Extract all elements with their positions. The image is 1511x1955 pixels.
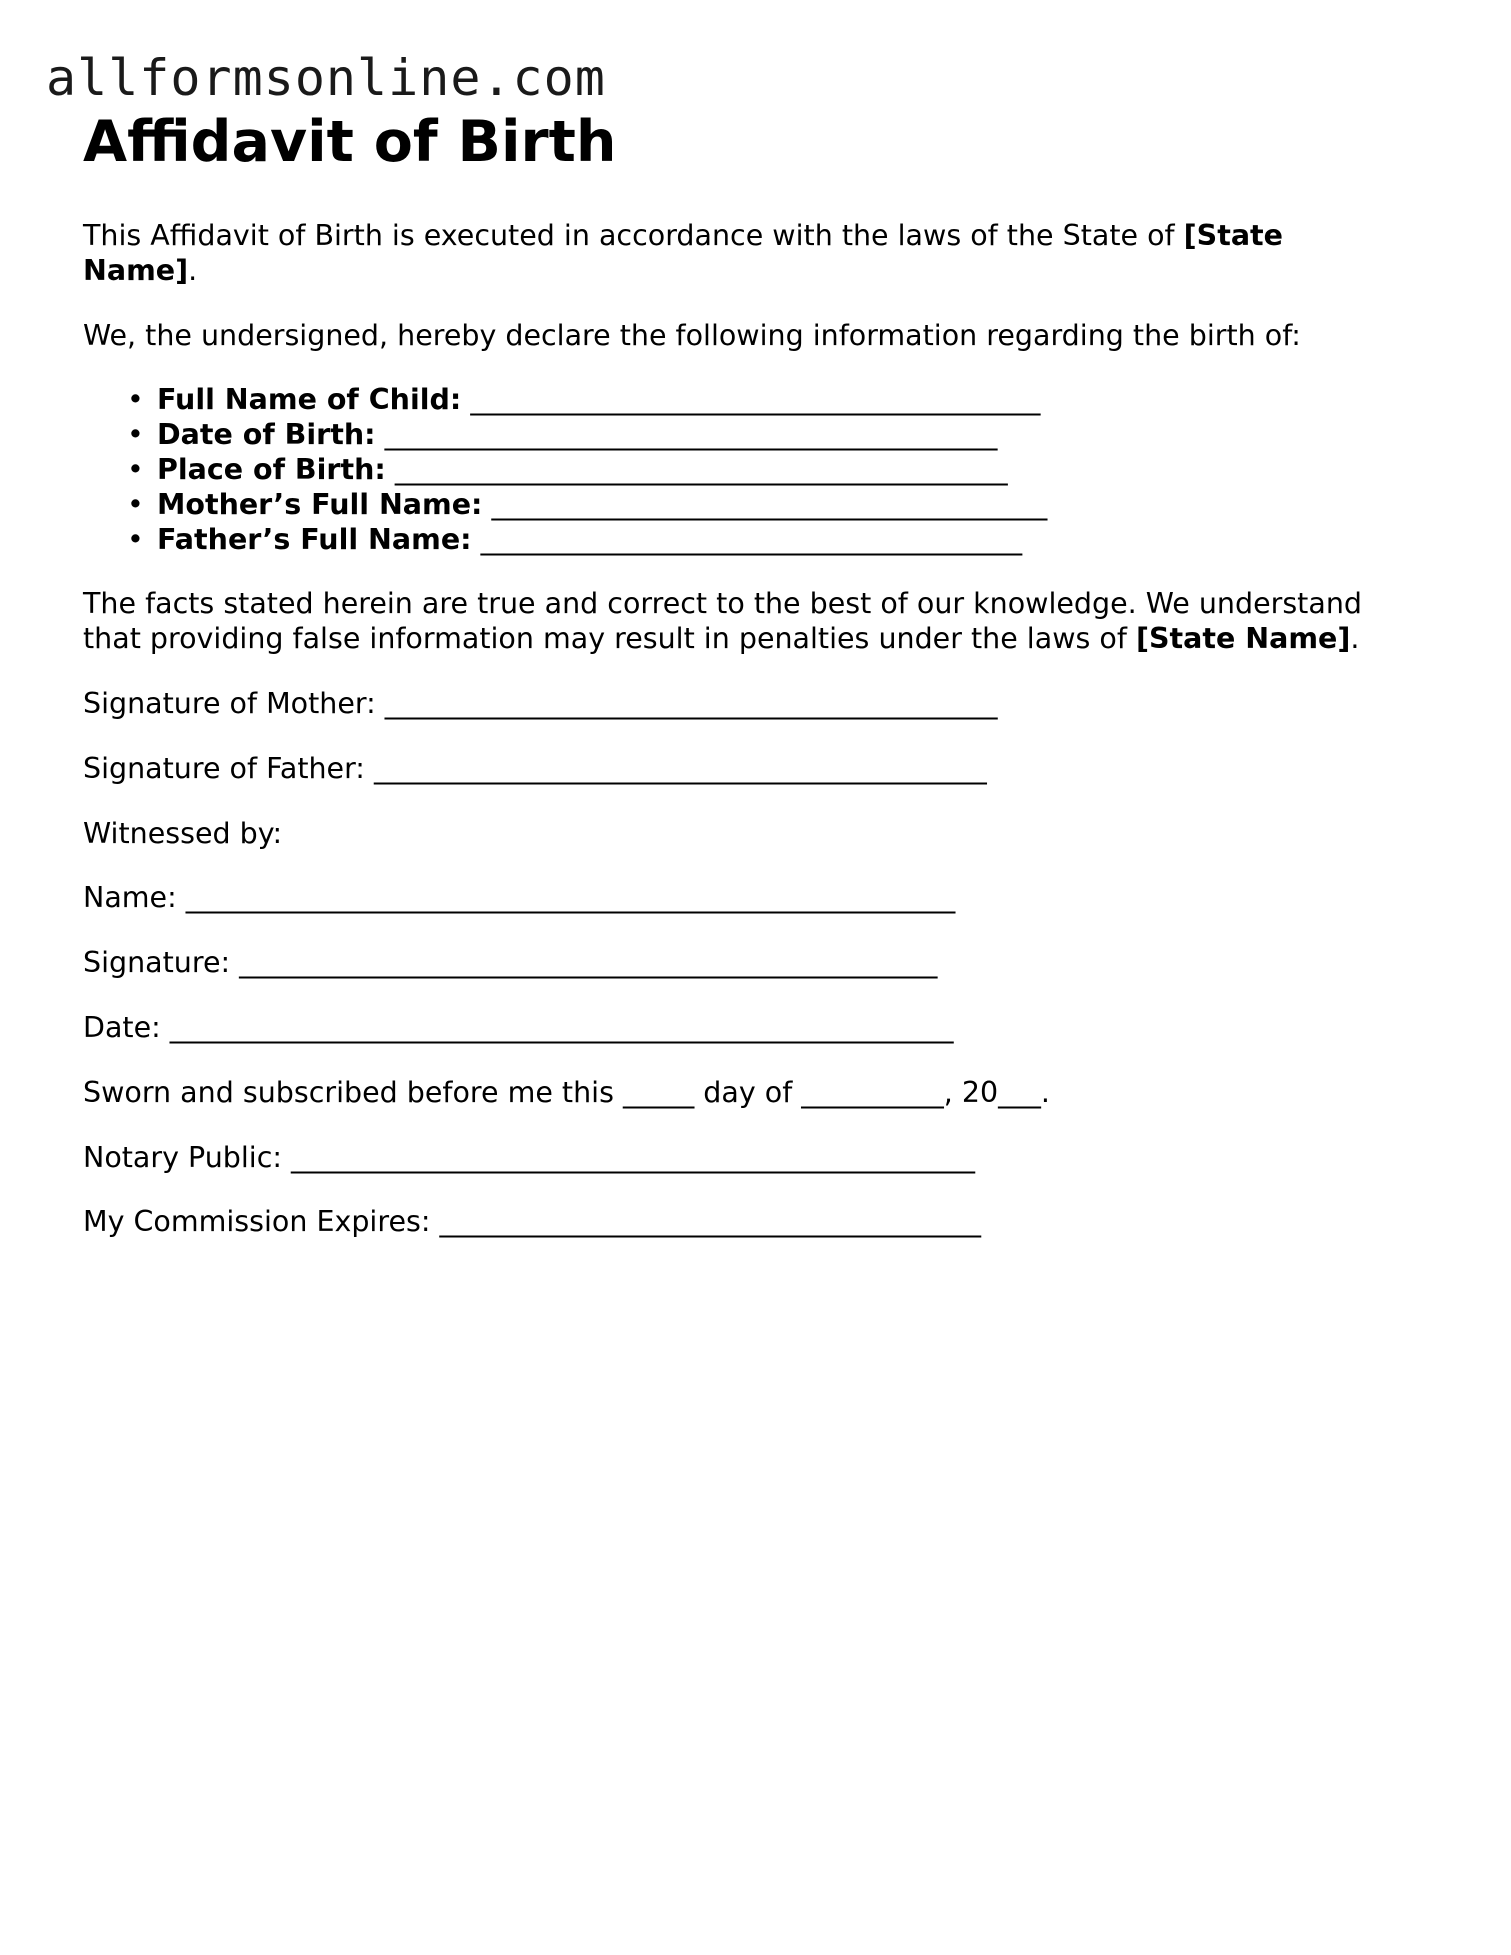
bullet-icon: • bbox=[127, 523, 144, 556]
notary-public-line[interactable]: Notary Public: ________________________________________________ bbox=[83, 1141, 976, 1174]
watermark: allformsonline.com bbox=[46, 49, 606, 107]
field-label-father-name: Father’s Full Name: bbox=[157, 523, 472, 556]
field-blank-date-of-birth[interactable]: ___________________________________________ bbox=[384, 418, 998, 451]
field-blank-mother-name[interactable]: _______________________________________ bbox=[491, 488, 1048, 521]
list-item bbox=[83, 522, 1047, 557]
field-label-mother-name: Mother’s Full Name: bbox=[157, 488, 483, 521]
field-label-child-name: Full Name of Child: bbox=[157, 383, 462, 416]
page-title: Affidavit of Birth bbox=[83, 109, 617, 175]
intro-state-placeholder-cont: Name] bbox=[83, 254, 189, 287]
intro-text: This Affidavit of Birth is executed in accordance with the laws of the State of bbox=[83, 219, 1184, 252]
signature-mother-line[interactable]: Signature of Mother: ___________________________________________ bbox=[83, 687, 998, 720]
list-item bbox=[83, 487, 1047, 522]
witness-name-line[interactable]: Name: ______________________________________________________ bbox=[83, 881, 956, 914]
list-item bbox=[83, 452, 1047, 487]
bullet-icon: • bbox=[127, 383, 144, 416]
facts-state-placeholder: [State Name] bbox=[1135, 622, 1351, 655]
commission-expires-line[interactable]: My Commission Expires: ______________________________________ bbox=[83, 1205, 981, 1238]
facts-paragraph bbox=[83, 586, 1423, 656]
birth-fields-list bbox=[83, 382, 1047, 557]
witnessed-by-label: Witnessed by: bbox=[83, 817, 283, 850]
bullet-icon: • bbox=[127, 418, 144, 451]
list-item bbox=[83, 417, 1047, 452]
intro-paragraph bbox=[83, 218, 1423, 288]
facts-end: . bbox=[1350, 622, 1360, 655]
bullet-icon: • bbox=[127, 488, 144, 521]
list-item bbox=[83, 382, 1047, 417]
field-label-place-of-birth: Place of Birth: bbox=[157, 453, 386, 486]
field-label-date-of-birth: Date of Birth: bbox=[157, 418, 376, 451]
witness-signature-line[interactable]: Signature: _________________________________________________ bbox=[83, 946, 938, 979]
field-blank-place-of-birth[interactable]: ___________________________________________ bbox=[394, 453, 1008, 486]
bullet-icon: • bbox=[127, 453, 144, 486]
facts-line-2: that providing false information may result in penalties under the laws of bbox=[83, 622, 1136, 655]
field-blank-child-name[interactable]: ________________________________________ bbox=[470, 383, 1041, 416]
intro-end: . bbox=[188, 254, 198, 287]
field-blank-father-name[interactable]: ______________________________________ bbox=[480, 523, 1023, 556]
sworn-line[interactable]: Sworn and subscribed before me this _____ day of __________, 20___. bbox=[83, 1076, 1050, 1109]
witness-date-line[interactable]: Date: _______________________________________________________ bbox=[83, 1011, 954, 1044]
facts-line-1: The facts stated herein are true and correct to the best of our knowledge. We understand bbox=[83, 587, 1362, 620]
signature-father-line[interactable]: Signature of Father: ___________________________________________ bbox=[83, 752, 987, 785]
intro-state-placeholder: [State bbox=[1183, 219, 1284, 252]
declaration-paragraph: We, the undersigned, hereby declare the following information regarding the birth of: bbox=[83, 319, 1301, 352]
